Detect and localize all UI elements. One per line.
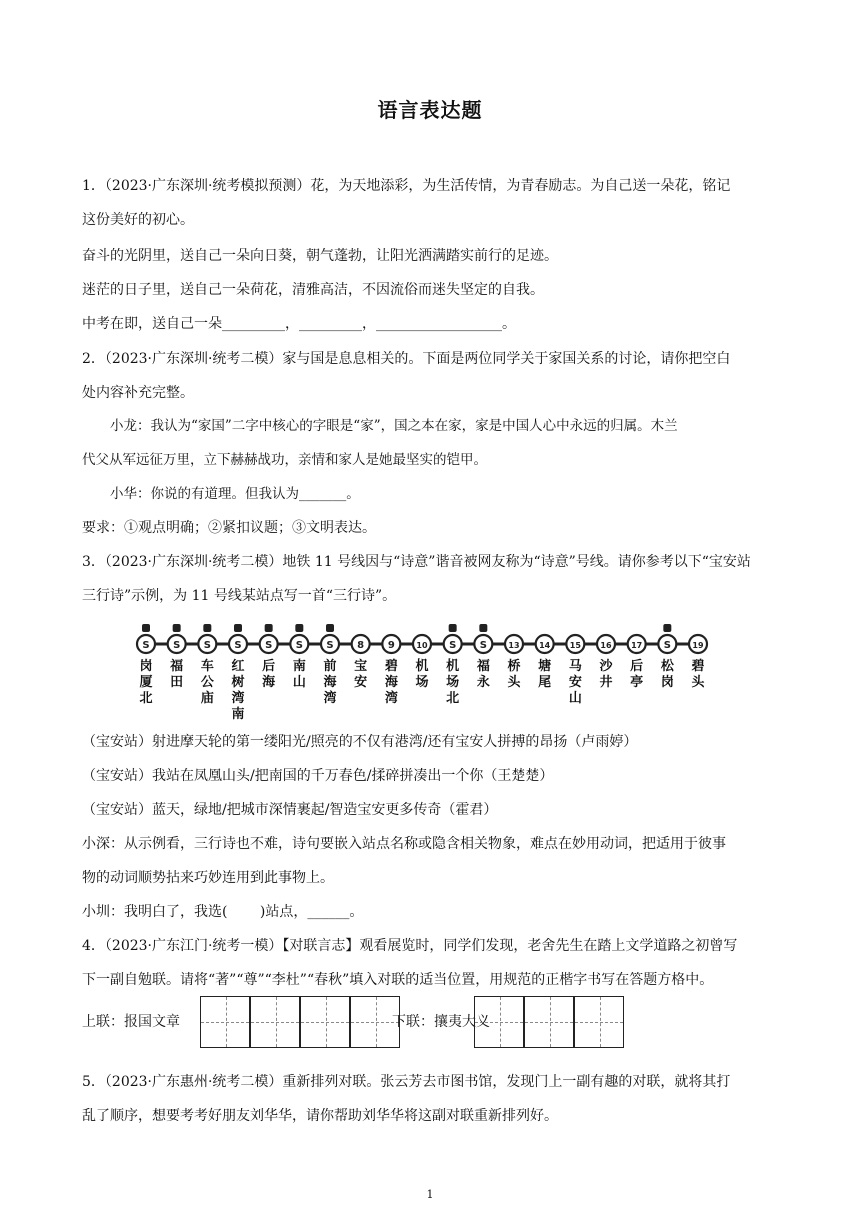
metro-station [198,624,216,706]
q1-line-3: 奋斗的光阴里，送自己一朵向日葵，朝气蓬勃，让阳光洒满踏实前行的足迹。 [82,248,558,264]
q1-line-2: 这份美好的初心。 [82,212,194,228]
station-number: 10 [416,641,428,650]
q1-line-5: 中考在即，送自己一朵_________，_________，__________________。 [82,316,516,332]
station-number: 15 [569,641,581,650]
metro-station [444,624,462,706]
station-number: S [203,640,211,651]
metro-station [260,624,278,690]
station-name-char: 前 [323,659,337,674]
station-name-char: 湾 [384,691,398,706]
q3-line-1: 3．（2023·广东深圳·统考二模）地铁 11 号线因与“诗意”谐音被网友称为“诗意”号线。请你参考以下“宝安站 [82,554,751,570]
station-name-char: 福 [476,659,490,674]
station-name-char: 田 [170,675,184,690]
station-name-char: 沙 [599,659,613,674]
station-number: 8 [357,640,365,651]
lower-couplet-label: 下联：攘夷大义 [392,1014,490,1030]
station-transfer-marker [173,624,181,632]
station-name-char: 红 [231,659,245,674]
station-name-char: 松 [660,659,674,674]
station-name-char: 安 [354,675,368,690]
q3-line-4: （宝安站）我站在凤凰山头/把南国的千万春色/揉碎拼凑出一个你（王楚楚） [82,768,554,784]
metro-station [689,635,707,690]
q5-line-2: 乱了顺序，想要考考好朋友刘华华，请你帮助刘华华将这副对联重新排列好。 [82,1108,558,1124]
station-number: 16 [600,641,612,650]
station-transfer-marker [203,624,211,632]
station-transfer-marker [265,624,273,632]
station-transfer-marker [295,624,303,632]
q3-line-2: 三行诗”示例，为 11 号线某站点写一首“三行诗”。 [82,588,397,604]
q2-line-2: 处内容补充完整。 [82,385,194,401]
metro-station [168,624,186,690]
station-transfer-marker [449,624,457,632]
q3-line-6: 小深：从示例看，三行诗也不难，诗句要嵌入站点名称或隐含相关物象，难点在妙用动词，把适用于彼事 [82,836,726,852]
lower-answer-box-3[interactable] [574,996,624,1048]
station-name-char: 岗 [660,675,674,690]
metro-station [597,635,615,690]
station-name-char: 海 [384,675,398,690]
station-transfer-marker [479,624,487,632]
station-name-char: 厦 [139,675,153,690]
station-name-char: 树 [231,675,245,690]
station-name-char: 南 [292,659,306,674]
station-number: S [173,640,181,651]
q4-line-1: 4．（2023·广东江门·统考一模）【对联言志】观看展览时，同学们发现，老舍先生在踏上文学道路之初曾写 [82,938,738,954]
station-number: S [295,640,303,651]
station-transfer-marker [234,624,242,632]
q1-line-1: 1．（2023·广东深圳·统考模拟预测）花，为天地添彩，为生活传情，为青春励志。为自己送一朵花，铭记 [82,178,731,194]
lower-answer-box-2[interactable] [524,996,574,1048]
station-number: S [663,640,671,651]
metro-station [290,624,308,690]
metro-station [505,635,523,690]
station-name-char: 山 [568,691,582,706]
station-name-char: 碧 [384,659,398,674]
station-name-char: 车 [200,659,214,674]
station-name-char: 塘 [538,659,552,674]
metro-station [658,624,676,690]
q5-line-1: 5．（2023·广东惠州·统考二模）重新排列对联。张云芳去市图书馆，发现门上一副有趣的对联，就将其打 [82,1074,731,1090]
station-number: S [265,640,273,651]
metro-station [321,624,339,706]
station-name-char: 尾 [538,675,552,690]
q2-line-3: 小龙：我认为“家国”二字中核心的字眼是“家”，国之本在家，家是中国人心中永远的归属。木兰 [110,418,678,434]
station-number: S [234,640,242,651]
q3-line-7: 物的动词顺势拈来巧妙连用到此事物上。 [82,870,334,886]
metro-station [474,624,492,690]
station-name-char: 海 [323,675,337,690]
station-number: S [479,640,487,651]
station-transfer-marker [663,624,671,632]
station-name-char: 北 [446,691,460,706]
couplet-answer-grid [82,996,642,1052]
metro-station [352,635,370,690]
station-name-char: 后 [262,659,276,674]
metro-line-diagram [132,622,712,726]
station-name-char: 湾 [323,691,337,706]
metro-station [413,635,431,690]
station-name-char: 庙 [200,691,214,706]
metro-station [628,635,646,690]
station-name-char: 安 [568,675,582,690]
station-name-char: 福 [170,659,184,674]
station-name-char: 北 [139,691,153,706]
station-transfer-marker [326,624,334,632]
station-number: 9 [387,640,395,651]
station-name-char: 后 [630,659,644,674]
metro-station [137,624,155,706]
station-name-char: 机 [415,659,429,674]
station-name-char: 永 [476,675,490,690]
q2-line-1: 2．（2023·广东深圳·统考二模）家与国是息息相关的。下面是两位同学关于家国关系的讨论，请你把空白 [82,351,731,367]
station-name-char: 桥 [507,659,521,674]
station-name-char: 头 [691,675,705,690]
station-name-char: 机 [446,659,460,674]
station-number: S [449,640,457,651]
q1-line-4: 迷茫的日子里，送自己一朵荷花，清雅高洁，不因流俗而迷失坚定的自我。 [82,282,544,298]
q4-line-2: 下一副自勉联。请将“著”“尊”“李杜”“春秋”填入对联的适当位置，用规范的正楷字书写在答题方格中。 [82,972,714,988]
page-number: 1 [426,1188,434,1201]
lower-answer-box-1[interactable] [474,996,524,1048]
station-number: S [326,640,334,651]
station-number: 17 [631,641,643,650]
page-title: 语言表达题 [377,98,483,122]
station-name-char: 宝 [354,659,368,674]
q3-line-5: （宝安站）蓝天，绿地/把城市深情裹起/智造宝安更多传奇（霍君） [82,802,498,818]
upper-answer-box-2[interactable] [250,996,300,1048]
metro-station [536,635,554,690]
station-name-char: 头 [507,675,521,690]
q2-line-6: 要求：①观点明确；②紧扣议题；③文明表达。 [82,520,376,536]
station-name-char: 南 [231,707,245,722]
station-number: S [142,640,150,651]
metro-station [229,624,247,722]
station-name-char: 山 [292,675,306,690]
station-name-char: 亭 [630,675,644,690]
q3-line-8: 小圳：我明白了，我选( )站点，______。 [82,904,364,920]
station-name-char: 湾 [231,691,245,706]
station-number: 19 [692,641,704,650]
q2-line-5: 小华：你说的有道理。但我认为_______。 [110,486,360,502]
station-name-char: 场 [415,675,429,690]
upper-answer-box-1[interactable] [200,996,250,1048]
station-name-char: 岗 [139,659,153,674]
q2-line-4: 代父从军远征万里，立下赫赫战功，亲情和家人是她最坚实的铠甲。 [82,452,487,468]
station-name-char: 公 [200,675,214,690]
upper-couplet-label: 上联：报国文章 [82,1014,180,1030]
q3-line-3: （宝安站）射进摩天轮的第一缕阳光/照亮的不仅有港湾/还有宝安人拼搏的昂扬（卢雨婷） [82,734,638,750]
station-transfer-marker [142,624,150,632]
station-number: 14 [539,641,551,650]
station-name-char: 场 [446,675,460,690]
station-name-char: 海 [262,675,276,690]
station-name-char: 马 [568,659,582,674]
station-name-char: 碧 [691,659,705,674]
station-name-char: 井 [599,675,613,690]
upper-answer-box-3[interactable] [300,996,350,1048]
metro-station [382,635,400,706]
station-number: 13 [508,641,520,650]
metro-station [566,635,584,706]
